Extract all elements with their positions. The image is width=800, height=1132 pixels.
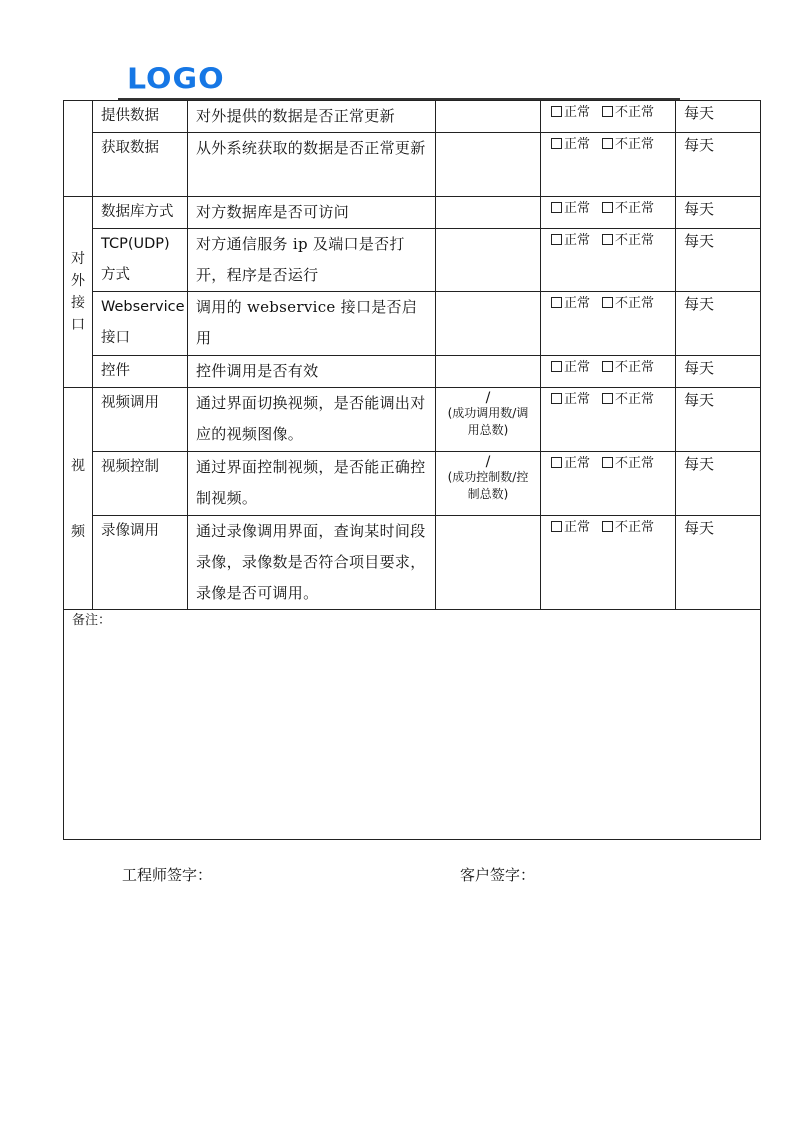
item-name: 提供数据 [93,101,188,133]
item-description: 通过界面切换视频，是否能调出对应的视频图像。 [188,388,436,452]
table-row [64,516,761,610]
checkbox-icon [551,521,562,532]
result-field[interactable] [436,452,541,516]
engineer-signature-label: 工程师签字： [122,866,213,884]
item-name: 控件 [93,356,188,388]
checkbox-icon [602,202,613,213]
status-options [541,516,676,610]
checkbox-icon [551,361,562,372]
item-description: 通过界面控制视频，是否能正确控制视频。 [188,452,436,516]
group-label-video: 视 频 [64,388,93,610]
checkbox-icon [602,457,613,468]
checkbox-abnormal[interactable]: 不正常 [602,517,654,539]
checkbox-normal[interactable]: 正常 [551,198,590,220]
checkbox-icon [602,521,613,532]
item-description: 对方通信服务 ip 及端口是否打开，程序是否运行 [188,229,436,292]
status-options [541,197,676,229]
checkbox-icon [551,202,562,213]
checkbox-abnormal[interactable]: 不正常 [602,102,654,124]
checkbox-icon [551,138,562,149]
checkbox-abnormal[interactable]: 不正常 [602,389,654,411]
result-field[interactable] [436,292,541,356]
checkbox-abnormal[interactable]: 不正常 [602,198,654,220]
table-row [64,452,761,516]
item-description: 通过录像调用界面，查询某时间段录像，录像数是否符合项目要求，录像是否可调用。 [188,516,436,610]
result-field[interactable] [436,229,541,292]
table-row [64,388,761,452]
frequency: 每天 [676,452,761,516]
checkbox-normal[interactable]: 正常 [551,357,590,379]
remarks-field[interactable] [64,610,761,840]
checkbox-normal[interactable]: 正常 [551,230,590,252]
checkbox-icon [602,106,613,117]
checkbox-abnormal[interactable]: 不正常 [602,134,654,156]
checkbox-normal[interactable]: 正常 [551,134,590,156]
frequency: 每天 [676,292,761,356]
checkbox-normal[interactable]: 正常 [551,517,590,539]
checkbox-icon [551,297,562,308]
item-name: 视频调用 [93,388,188,452]
checkbox-icon [551,234,562,245]
result-note: (成功控制数/控制总数) [447,470,529,501]
remarks-label: 备注： [72,613,112,628]
frequency: 每天 [676,197,761,229]
table-row [64,229,761,292]
checkbox-normal[interactable]: 正常 [551,389,590,411]
frequency: 每天 [676,133,761,197]
checkbox-normal[interactable]: 正常 [551,102,590,124]
item-name: 录像调用 [93,516,188,610]
group-label-external-interface: 对 外 接 口 [64,197,93,388]
frequency: 每天 [676,229,761,292]
item-name: 获取数据 [93,133,188,197]
checkbox-abnormal[interactable]: 不正常 [602,230,654,252]
table-row [64,101,761,133]
result-field[interactable] [436,101,541,133]
checkbox-icon [551,393,562,404]
result-slash: / [485,454,491,470]
item-description: 对方数据库是否可访问 [188,197,436,229]
status-options [541,229,676,292]
result-field[interactable] [436,516,541,610]
table-row [64,133,761,197]
group-cell-data [64,101,93,197]
inspection-table [63,100,761,840]
status-options [541,292,676,356]
item-description: 从外系统获取的数据是否正常更新 [188,133,436,197]
result-field[interactable] [436,356,541,388]
table-row [64,197,761,229]
item-description: 对外提供的数据是否正常更新 [188,101,436,133]
result-field[interactable] [436,133,541,197]
checkbox-abnormal[interactable]: 不正常 [602,293,654,315]
frequency: 每天 [676,101,761,133]
item-description: 控件调用是否有效 [188,356,436,388]
checkbox-icon [551,106,562,117]
status-options [541,452,676,516]
frequency: 每天 [676,388,761,452]
checkbox-icon [602,361,613,372]
remarks-row [64,610,761,840]
status-options [541,388,676,452]
checkbox-icon [551,457,562,468]
checkbox-normal[interactable]: 正常 [551,293,590,315]
checkbox-abnormal[interactable]: 不正常 [602,453,654,475]
result-field[interactable] [436,197,541,229]
checkbox-icon [602,297,613,308]
status-options [541,101,676,133]
item-name: 数据库方式 [93,197,188,229]
table-row [64,292,761,356]
status-options [541,133,676,197]
item-name: TCP(UDP)方式 [93,229,188,292]
frequency: 每天 [676,516,761,610]
item-description: 调用的 webservice 接口是否启用 [188,292,436,356]
result-field[interactable] [436,388,541,452]
item-name: Webservice接口 [93,292,188,356]
status-options [541,356,676,388]
frequency: 每天 [676,356,761,388]
customer-signature-label: 客户签字： [460,866,536,884]
item-name: 视频控制 [93,452,188,516]
result-note: (成功调用数/调用总数) [447,406,529,437]
logo: LOGO [127,62,225,97]
checkbox-normal[interactable]: 正常 [551,453,590,475]
checkbox-icon [602,393,613,404]
checkbox-icon [602,234,613,245]
table-row [64,356,761,388]
result-slash: / [485,390,491,406]
checkbox-icon [602,138,613,149]
checkbox-abnormal[interactable]: 不正常 [602,357,654,379]
